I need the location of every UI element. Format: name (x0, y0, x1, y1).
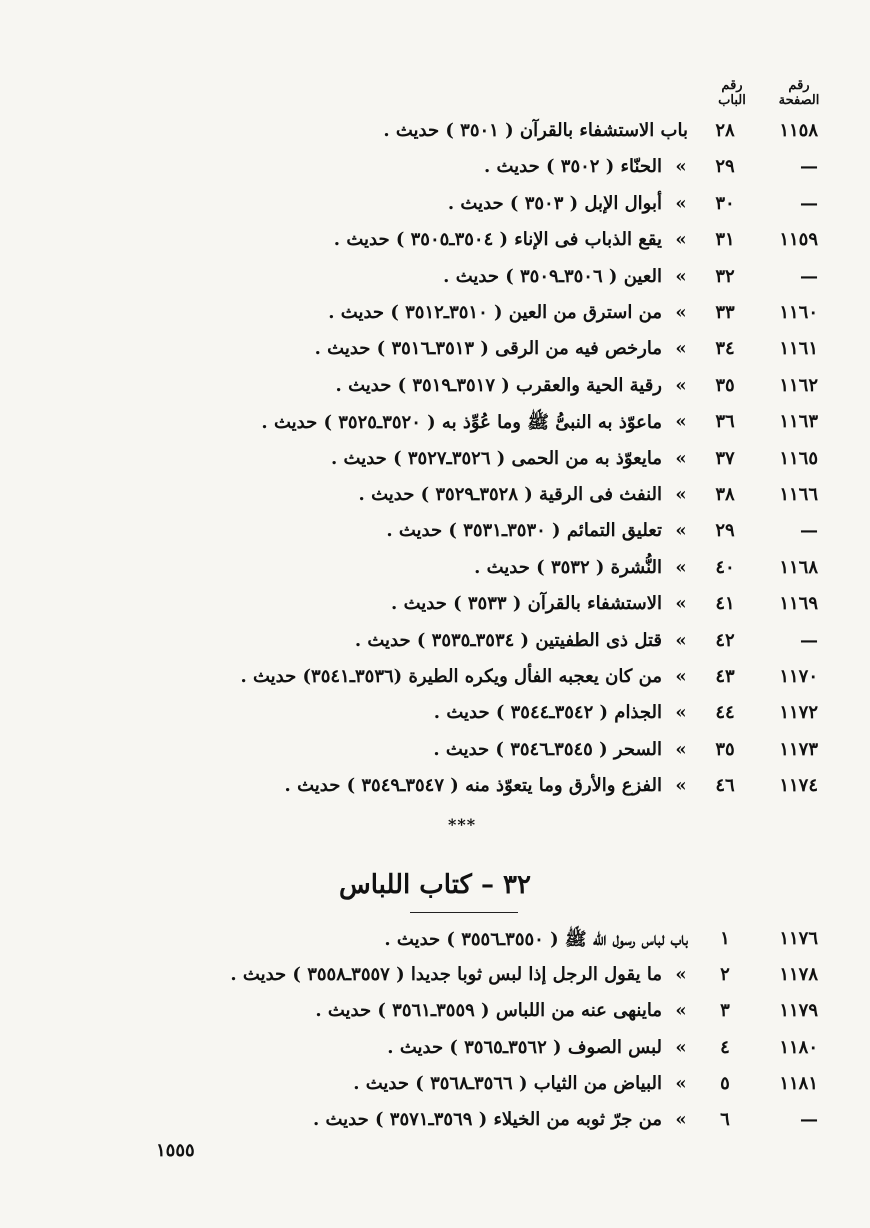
ditto-mark: « (675, 1000, 687, 1022)
toc-entry (0, 557, 870, 591)
entry-chapter-number: ٣٦ (715, 411, 735, 433)
entry-page-number: ١١٧٦ (779, 928, 818, 949)
entry-title: من كان يعجبه الفأل ويكره الطيرة (٣٥٣٦ـ٣٥٤١) حديث . (240, 666, 662, 687)
title-underline (410, 912, 518, 913)
toc-entry (0, 484, 870, 518)
entry-page-number: ١١٨١ (779, 1072, 818, 1094)
entry-page-number: ١١٦٢ (779, 374, 818, 396)
entry-chapter-number: ٤٣ (715, 666, 735, 687)
entry-title: الجذام ( ٣٥٤٢ـ٣٥٤٤ ) حديث . (433, 702, 662, 724)
entry-chapter-number: ٣١ (715, 229, 735, 251)
ditto-mark: « (675, 1072, 687, 1094)
entry-title: مارخص فيه من الرقى ( ٣٥١٣ـ٣٥١٦ ) حديث . (314, 338, 662, 360)
toc-entry (0, 411, 870, 445)
toc-entry (0, 593, 870, 627)
section-separator: *** (448, 815, 477, 834)
toc-entry (0, 1037, 870, 1071)
entry-chapter-number: ٦ (720, 1109, 730, 1130)
ditto-mark: « (675, 302, 687, 323)
ditto-mark: « (675, 520, 687, 542)
chapter-number-column-header: رقم الباب (718, 78, 746, 108)
toc-entry (0, 120, 870, 154)
toc-entry (0, 1109, 870, 1143)
page-number-column-header: رقم الصفحة (778, 78, 820, 108)
ditto-mark: « (675, 338, 687, 360)
ditto-mark: « (675, 666, 687, 687)
entry-page-number: — (800, 520, 818, 542)
entry-chapter-number: ٣ (720, 1000, 730, 1022)
entry-chapter-number: ٣٥ (715, 374, 735, 396)
section-title: ٣٢ – كتاب اللباس (339, 870, 531, 900)
entry-page-number: ١١٦١ (779, 338, 818, 360)
entry-chapter-number: ٢٩ (715, 520, 735, 542)
entry-title: قتل ذى الطفيتين ( ٣٥٣٤ـ٣٥٣٥ ) حديث . (354, 629, 662, 651)
entry-page-number: — (800, 629, 818, 651)
entry-title: يقع الذباب فى الإناء ( ٣٥٠٤ـ٣٥٠٥ ) حديث . (333, 229, 662, 251)
ditto-mark: « (675, 229, 687, 251)
entry-title: العين ( ٣٥٠٦ـ٣٥٠٩ ) حديث . (443, 265, 662, 287)
entry-page-number: ١١٥٨ (779, 120, 818, 141)
ditto-mark: « (675, 447, 687, 469)
ditto-mark: « (675, 593, 687, 615)
entry-title: الاستشفاء بالقرآن ( ٣٥٣٣ ) حديث . (391, 593, 662, 615)
toc-entry (0, 266, 870, 300)
ditto-mark: « (675, 738, 687, 760)
entry-chapter-number: ٤٢ (715, 629, 735, 651)
entry-title: رقية الحية والعقرب ( ٣٥١٧ـ٣٥١٩ ) حديث . (335, 374, 662, 396)
entry-chapter-number: ٣٥ (715, 738, 735, 760)
entry-title: النفث فى الرقية ( ٣٥٢٨ـ٣٥٢٩ ) حديث . (358, 484, 662, 505)
entry-page-number: ١١٦٠ (779, 302, 818, 323)
entry-title: ما يقول الرجل إذا لبس ثوبا جديدا ( ٣٥٥٧ـ٣٥٥٨ ) حديث . (230, 964, 662, 986)
ditto-mark: « (675, 702, 687, 724)
entry-page-number: ١١٦٨ (779, 556, 818, 578)
toc-entry (0, 448, 870, 482)
entry-title: الفزع والأرق وما يتعوّذ منه ( ٣٥٤٧ـ٣٥٤٩ ) حديث . (284, 775, 662, 797)
toc-entry (0, 302, 870, 336)
entry-chapter-number: ٤ (720, 1036, 730, 1058)
ditto-mark: « (675, 1036, 687, 1058)
entry-title: من استرق من العين ( ٣٥١٠ـ٣٥١٢ ) حديث . (328, 302, 662, 323)
ditto-mark: « (675, 411, 687, 433)
entry-title: الحنّاء ( ٣٥٠٢ ) حديث . (483, 156, 662, 178)
ditto-mark: « (675, 629, 687, 651)
entry-chapter-number: ٣٢ (715, 265, 735, 287)
entry-page-number: ١١٧٨ (779, 964, 818, 986)
entry-page-number: — (800, 156, 818, 178)
entry-title: مايعوّذ به من الحمى ( ٣٥٢٦ـ٣٥٢٧ ) حديث . (331, 447, 662, 469)
ditto-mark: « (675, 265, 687, 287)
toc-entry (0, 1073, 870, 1107)
ditto-mark: « (675, 964, 687, 986)
entry-title: باب الاستشفاء بالقرآن ( ٣٥٠١ ) حديث . (383, 120, 688, 141)
entry-chapter-number: ١ (720, 928, 730, 949)
entry-title: تعليق التمائم ( ٣٥٣٠ـ٣٥٣١ ) حديث . (386, 520, 662, 542)
toc-entry (0, 702, 870, 736)
toc-entry (0, 666, 870, 700)
entry-title: من جرّ ثوبه من الخيلاء ( ٣٥٦٩ـ٣٥٧١ ) حديث . (312, 1109, 662, 1130)
toc-entry (0, 928, 870, 962)
ditto-mark: « (675, 156, 687, 178)
entry-title: البياض من الثياب ( ٣٥٦٦ـ٣٥٦٨ ) حديث . (353, 1072, 662, 1094)
entry-page-number: — (800, 192, 818, 214)
entry-title: السحر ( ٣٥٤٥ـ٣٥٤٦ ) حديث . (433, 738, 662, 760)
toc-entry (0, 739, 870, 773)
toc-entry (0, 630, 870, 664)
entry-page-number: — (800, 1109, 818, 1130)
entry-chapter-number: ٥ (720, 1072, 730, 1094)
entry-page-number: ١١٧٢ (779, 702, 818, 724)
ditto-mark: « (675, 484, 687, 505)
entry-page-number: ١١٦٦ (779, 484, 818, 505)
toc-entry (0, 520, 870, 554)
entry-page-number: ١١٧٤ (779, 775, 818, 797)
toc-entry (0, 375, 870, 409)
entry-page-number: ١١٨٠ (779, 1036, 818, 1058)
toc-entry (0, 338, 870, 372)
page-folio-number: ١٥٥٥ (156, 1140, 195, 1161)
entry-title: أبوال الإبل ( ٣٥٠٣ ) حديث . (447, 192, 662, 214)
entry-page-number: ١١٥٩ (779, 229, 818, 251)
entry-title: النُّشرة ( ٣٥٣٢ ) حديث . (474, 556, 662, 578)
entry-page-number: ١١٦٣ (779, 411, 818, 433)
toc-entry (0, 193, 870, 227)
entry-chapter-number: ٢٨ (715, 120, 735, 141)
entry-title: ماعوّذ به النبىُّ ﷺ وما عُوِّذ به ( ٣٥٢٠ـ٣٥٢٥ ) حديث . (261, 412, 662, 434)
entry-chapter-number: ٤١ (715, 593, 735, 615)
entry-chapter-number: ٣٧ (715, 447, 735, 469)
toc-entry (0, 1000, 870, 1034)
entry-page-number: ١١٦٩ (779, 593, 818, 615)
entry-title: باب لباس رسول الله ﷺ ( ٣٥٥٠ـ٣٥٥٦ ) حديث . (384, 929, 688, 950)
ditto-mark: « (675, 1109, 687, 1130)
entry-page-number: ١١٦٥ (779, 447, 818, 469)
ditto-mark: « (675, 374, 687, 396)
entry-chapter-number: ٣٠ (715, 192, 735, 214)
toc-entry (0, 775, 870, 809)
toc-entry (0, 229, 870, 263)
entry-chapter-number: ٣٣ (715, 302, 735, 323)
entry-chapter-number: ٤٠ (715, 556, 735, 578)
ditto-mark: « (675, 775, 687, 797)
entry-chapter-number: ٢٩ (715, 156, 735, 178)
entry-page-number: ١١٧٣ (779, 738, 818, 760)
entry-page-number: — (800, 265, 818, 287)
entry-page-number: ١١٧٩ (779, 1000, 818, 1022)
entry-title: لبس الصوف ( ٣٥٦٢ـ٣٥٦٥ ) حديث . (387, 1036, 662, 1058)
entry-page-number: ١١٧٠ (779, 666, 818, 687)
toc-entry (0, 156, 870, 190)
entry-chapter-number: ٤٦ (715, 775, 735, 797)
entry-chapter-number: ٣٤ (715, 338, 735, 360)
entry-chapter-number: ٣٨ (715, 484, 735, 505)
entry-chapter-number: ٤٤ (715, 702, 735, 724)
entry-chapter-number: ٢ (720, 964, 730, 986)
toc-entry (0, 964, 870, 998)
ditto-mark: « (675, 556, 687, 578)
ditto-mark: « (675, 192, 687, 214)
entry-title: ماينهى عنه من اللباس ( ٣٥٥٩ـ٣٥٦١ ) حديث . (315, 1000, 662, 1022)
